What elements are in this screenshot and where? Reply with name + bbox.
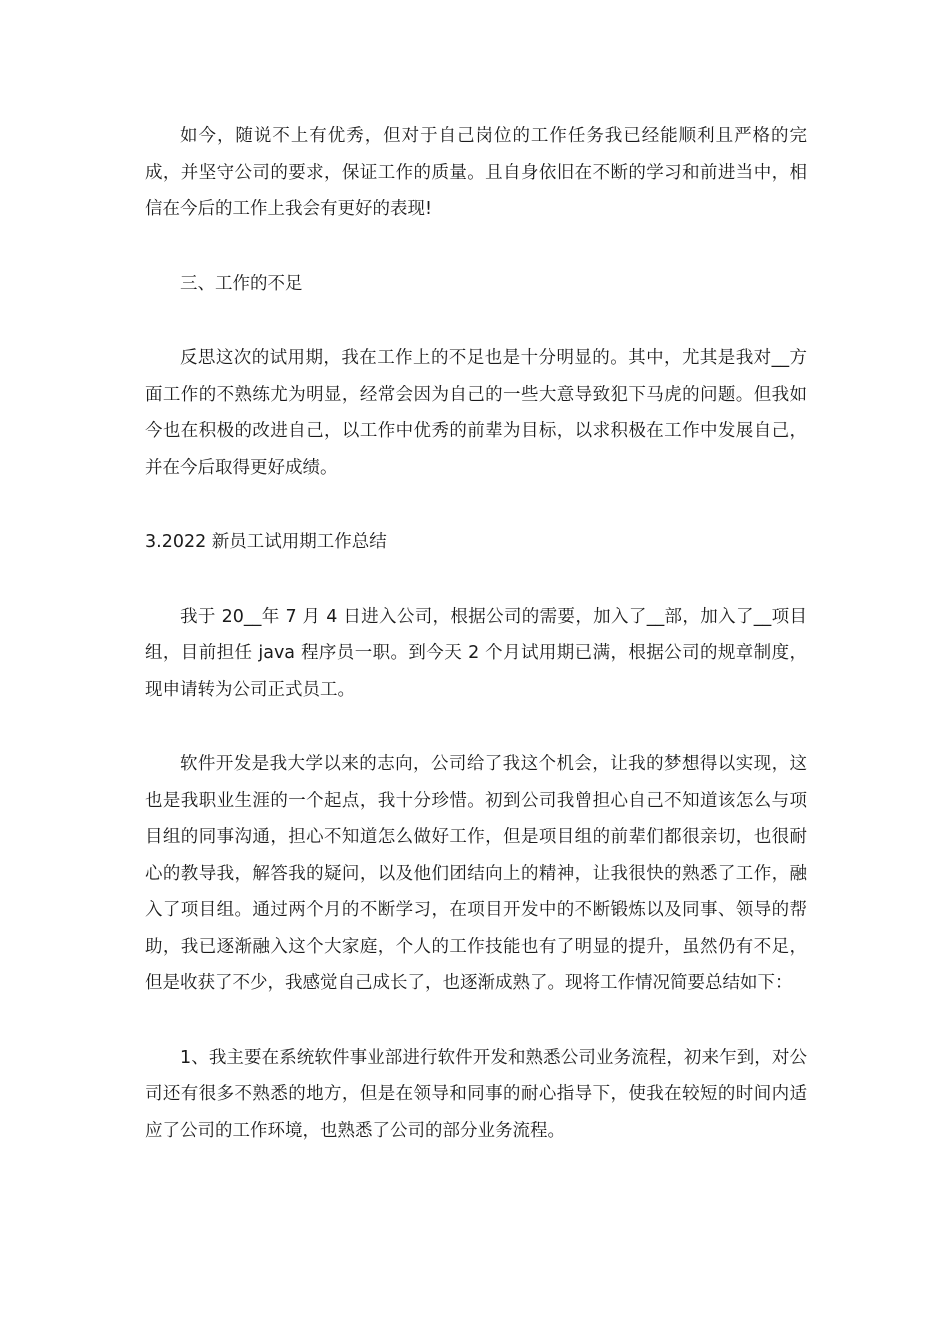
paragraph-current-performance: 如今，随说不上有优秀，但对于自己岗位的工作任务我已经能顺利且严格的完成，并坚守公司的要求，保证工作的质量。且自身依旧在不断的学习和前进当中，相信在今后的工作上我会有更好的表现! <box>145 126 807 219</box>
paragraph-shortcomings: 反思这次的试用期，我在工作上的不足也是十分明显的。其中，尤其是我对__方面工作的不熟练尤为明显，经常会因为自己的一些大意导致犯下马虎的问题。但我如今也在积极的改进自己，以工作中优秀的前辈为目标，以求积极在工作中发展自己，并在今后取得更好成绩。 <box>145 348 807 478</box>
document-page <box>145 118 807 1187</box>
paragraph-career-aspiration: 软件开发是我大学以来的志向，公司给了我这个机会，让我的梦想得以实现，这也是我职业生涯的一个起点，我十分珍惜。初到公司我曾担心自己不知道该怎么与项目组的同事沟通，担心不知道怎么做好工作，但是项目组的前辈们都很亲切，也很耐心的教导我，解答我的疑问，以及他们团结向上的精神，让我很快的熟悉了工作，融入了项目组。通过两个月的不断学习，在项目开发中的不断锻炼以及同事、领导的帮助，我已逐渐融入这个大家庭，个人的工作技能也有了明显的提升，虽然仍有不足，但是收获了不少，我感觉自己成长了，也逐渐成熟了。现将工作情况简要总结如下： <box>145 754 807 993</box>
article-title-probation-summary: 3.2022 新员工试用期工作总结 <box>145 532 387 552</box>
paragraph-joining-company: 我于 20__年 7 月 4 日进入公司，根据公司的需要，加入了__部，加入了__项目组，目前担任 java 程序员一职。到今天 2 个月试用期已满，根据公司的规章制度，现申请转为公司正式员工。 <box>145 606 807 700</box>
paragraph-work-item-1: 1、我主要在系统软件事业部进行软件开发和熟悉公司业务流程，初来乍到，对公司还有很多不熟悉的地方，但是在领导和同事的耐心指导下，使我在较短的时间内适应了公司的工作环境，也熟悉了公司的部分业务流程。 <box>145 1047 807 1141</box>
section-heading-shortcomings: 三、工作的不足 <box>180 273 303 294</box>
